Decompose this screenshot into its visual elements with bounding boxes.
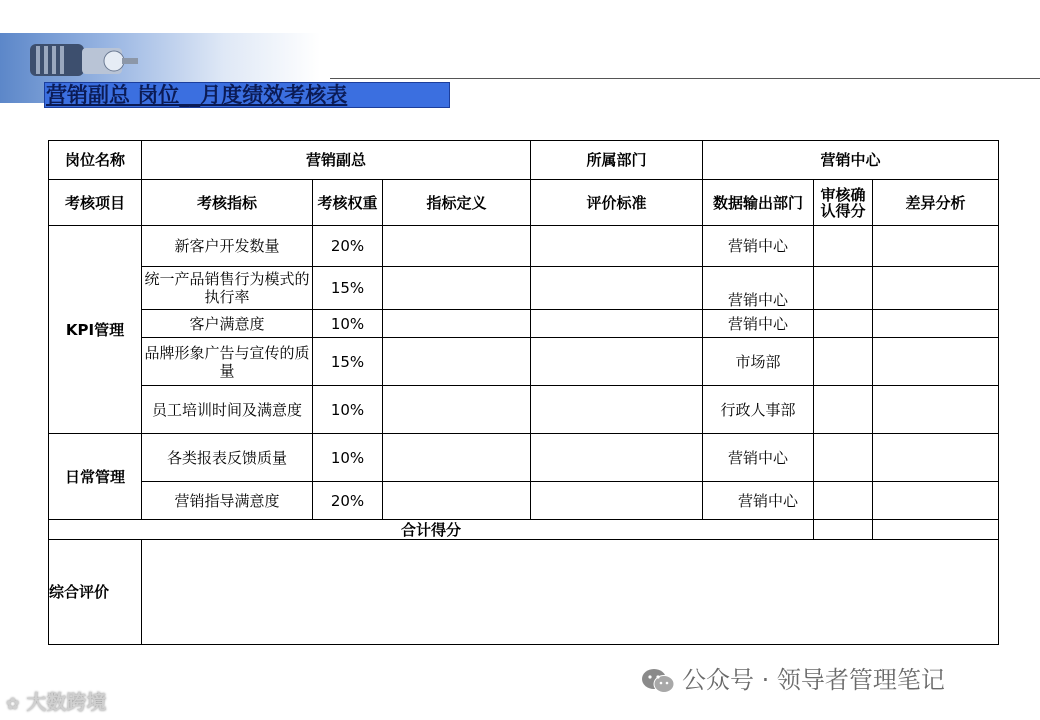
standard-cell[interactable] — [531, 338, 703, 386]
variance-cell[interactable] — [873, 310, 999, 338]
score-cell[interactable] — [814, 482, 873, 520]
dept-cell: 市场部 — [703, 338, 814, 386]
standard-cell[interactable] — [531, 310, 703, 338]
dept-cell: 营销中心 — [703, 482, 814, 520]
indicator-cell: 品牌形象广告与宣传的质量 — [142, 338, 313, 386]
score-cell[interactable] — [814, 386, 873, 434]
wechat-icon — [640, 667, 676, 695]
col-indicator: 考核指标 — [142, 180, 313, 226]
variance-cell[interactable] — [873, 386, 999, 434]
brand-logo-icon: ✿ — [6, 694, 20, 713]
indicator-cell: 各类报表反馈质量 — [142, 434, 313, 482]
total-variance-cell[interactable] — [873, 520, 999, 540]
variance-cell[interactable] — [873, 267, 999, 310]
weight-cell: 10% — [313, 386, 383, 434]
variance-cell[interactable] — [873, 338, 999, 386]
weight-cell: 10% — [313, 434, 383, 482]
appraisal-table — [48, 140, 999, 645]
table-row — [49, 310, 999, 338]
standard-cell[interactable] — [531, 482, 703, 520]
dept-cell: 营销中心 — [703, 310, 814, 338]
standard-cell[interactable] — [531, 226, 703, 267]
table-row — [49, 482, 999, 520]
total-score-cell[interactable] — [814, 520, 873, 540]
group-daily-label: 日常管理 — [49, 434, 142, 520]
position-value: 营销副总 — [142, 141, 531, 180]
definition-cell[interactable] — [383, 482, 531, 520]
score-cell[interactable] — [814, 226, 873, 267]
dept-cell: 营销中心 — [703, 267, 814, 310]
col-source-dept: 数据输出部门 — [703, 180, 814, 226]
indicator-cell: 统一产品销售行为模式的执行率 — [142, 267, 313, 310]
col-audit-score: 审核确认得分 — [814, 180, 873, 226]
indicator-cell: 客户满意度 — [142, 310, 313, 338]
score-cell[interactable] — [814, 434, 873, 482]
col-definition: 指标定义 — [383, 180, 531, 226]
column-header-row — [49, 180, 999, 226]
weight-cell: 20% — [313, 226, 383, 267]
score-cell[interactable] — [814, 310, 873, 338]
group-kpi-label: KPI管理 — [49, 226, 142, 434]
indicator-cell: 新客户开发数量 — [142, 226, 313, 267]
weight-cell: 10% — [313, 310, 383, 338]
standard-cell[interactable] — [531, 434, 703, 482]
table-row — [49, 267, 999, 310]
standard-cell[interactable] — [531, 386, 703, 434]
col-variance: 差异分析 — [873, 180, 999, 226]
dept-cell: 行政人事部 — [703, 386, 814, 434]
variance-cell[interactable] — [873, 226, 999, 267]
weight-cell: 15% — [313, 267, 383, 310]
motor-image — [22, 36, 140, 86]
col-weight: 考核权重 — [313, 180, 383, 226]
weight-cell: 20% — [313, 482, 383, 520]
position-label: 岗位名称 — [49, 141, 142, 180]
page-title: 营销副总 岗位__月度绩效考核表 — [46, 82, 348, 107]
table-row — [49, 434, 999, 482]
table-row — [49, 386, 999, 434]
header-info-row — [49, 141, 999, 180]
definition-cell[interactable] — [383, 226, 531, 267]
col-item: 考核项目 — [49, 180, 142, 226]
dept-cell: 营销中心 — [703, 226, 814, 267]
overall-row — [49, 540, 999, 645]
total-row — [49, 520, 999, 540]
table-row — [49, 338, 999, 386]
standard-cell[interactable] — [531, 267, 703, 310]
definition-cell[interactable] — [383, 386, 531, 434]
indicator-cell: 营销指导满意度 — [142, 482, 313, 520]
dept-cell: 营销中心 — [703, 434, 814, 482]
indicator-cell: 员工培训时间及满意度 — [142, 386, 313, 434]
brand-text: 大数跨境 — [26, 690, 107, 714]
score-cell[interactable] — [814, 267, 873, 310]
col-standard: 评价标准 — [531, 180, 703, 226]
wechat-watermark — [640, 660, 945, 695]
dept-label: 所属部门 — [531, 141, 703, 180]
overall-comment-cell[interactable] — [142, 540, 999, 645]
definition-cell[interactable] — [383, 267, 531, 310]
header-rule — [330, 78, 1040, 79]
weight-cell: 15% — [313, 338, 383, 386]
definition-cell[interactable] — [383, 310, 531, 338]
definition-cell[interactable] — [383, 338, 531, 386]
overall-label: 综合评价 — [49, 540, 142, 645]
score-cell[interactable] — [814, 338, 873, 386]
brand-watermark — [6, 686, 106, 715]
table-row — [49, 226, 999, 267]
watermark-text: 公众号 · 领导者管理笔记 — [682, 666, 945, 694]
dept-value: 营销中心 — [703, 141, 999, 180]
variance-cell[interactable] — [873, 482, 999, 520]
variance-cell[interactable] — [873, 434, 999, 482]
total-label: 合计得分 — [49, 520, 814, 540]
definition-cell[interactable] — [383, 434, 531, 482]
